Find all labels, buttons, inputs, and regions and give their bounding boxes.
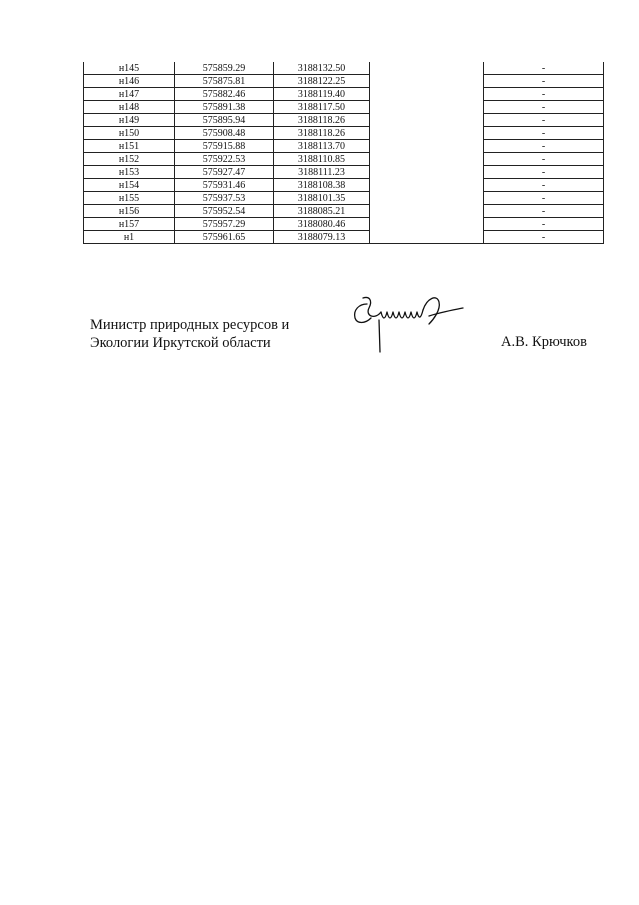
x-coordinate-cell: 575895.94	[175, 114, 274, 127]
y-coordinate-cell: 3188101.35	[274, 192, 370, 205]
y-coordinate-cell: 3188118.26	[274, 127, 370, 140]
x-coordinate-cell: 575961.65	[175, 231, 274, 244]
empty-cell	[370, 114, 484, 127]
coordinates-table-body	[84, 62, 604, 244]
point-cell: н157	[84, 218, 175, 231]
note-cell: -	[484, 62, 604, 75]
point-cell: н156	[84, 205, 175, 218]
empty-cell	[370, 153, 484, 166]
point-cell: н1	[84, 231, 175, 244]
table-row	[84, 62, 604, 75]
empty-cell	[370, 166, 484, 179]
table-row	[84, 166, 604, 179]
note-cell: -	[484, 101, 604, 114]
empty-cell	[370, 88, 484, 101]
table-row	[84, 218, 604, 231]
point-cell: н152	[84, 153, 175, 166]
note-cell: -	[484, 153, 604, 166]
note-cell: -	[484, 114, 604, 127]
x-coordinate-cell: 575882.46	[175, 88, 274, 101]
empty-cell	[370, 231, 484, 244]
note-cell: -	[484, 75, 604, 88]
signatory-name: А.В. Крючков	[501, 334, 587, 350]
x-coordinate-cell: 575915.88	[175, 140, 274, 153]
table-row	[84, 101, 604, 114]
empty-cell	[370, 127, 484, 140]
table-row	[84, 140, 604, 153]
table-row	[84, 88, 604, 101]
y-coordinate-cell: 3188122.25	[274, 75, 370, 88]
note-cell: -	[484, 140, 604, 153]
y-coordinate-cell: 3188117.50	[274, 101, 370, 114]
point-cell: н155	[84, 192, 175, 205]
y-coordinate-cell: 3188080.46	[274, 218, 370, 231]
x-coordinate-cell: 575891.38	[175, 101, 274, 114]
signatory-position-line2: Экологии Иркутской области	[90, 335, 271, 351]
empty-cell	[370, 140, 484, 153]
table-row	[84, 127, 604, 140]
note-cell: -	[484, 179, 604, 192]
y-coordinate-cell: 3188113.70	[274, 140, 370, 153]
x-coordinate-cell: 575908.48	[175, 127, 274, 140]
empty-cell	[370, 192, 484, 205]
point-cell: н147	[84, 88, 175, 101]
empty-cell	[370, 205, 484, 218]
note-cell: -	[484, 205, 604, 218]
empty-cell	[370, 179, 484, 192]
point-cell: н148	[84, 101, 175, 114]
note-cell: -	[484, 231, 604, 244]
empty-cell	[370, 101, 484, 114]
x-coordinate-cell: 575957.29	[175, 218, 274, 231]
y-coordinate-cell: 3188132.50	[274, 62, 370, 75]
signatory-position-line1: Министр природных ресурсов и	[90, 317, 290, 333]
coordinates-table	[83, 62, 604, 244]
y-coordinate-cell: 3188079.13	[274, 231, 370, 244]
table-row	[84, 192, 604, 205]
x-coordinate-cell: 575875.81	[175, 75, 274, 88]
point-cell: н150	[84, 127, 175, 140]
empty-cell	[370, 62, 484, 75]
note-cell: -	[484, 192, 604, 205]
handwritten-signature	[345, 290, 465, 356]
y-coordinate-cell: 3188118.26	[274, 114, 370, 127]
note-cell: -	[484, 218, 604, 231]
y-coordinate-cell: 3188085.21	[274, 205, 370, 218]
x-coordinate-cell: 575927.47	[175, 166, 274, 179]
note-cell: -	[484, 88, 604, 101]
x-coordinate-cell: 575937.53	[175, 192, 274, 205]
point-cell: н146	[84, 75, 175, 88]
y-coordinate-cell: 3188111.23	[274, 166, 370, 179]
y-coordinate-cell: 3188110.85	[274, 153, 370, 166]
point-cell: н153	[84, 166, 175, 179]
empty-cell	[370, 218, 484, 231]
x-coordinate-cell: 575952.54	[175, 205, 274, 218]
point-cell: н145	[84, 62, 175, 75]
y-coordinate-cell: 3188119.40	[274, 88, 370, 101]
signatory-position	[90, 316, 289, 352]
x-coordinate-cell: 575859.29	[175, 62, 274, 75]
table-row	[84, 205, 604, 218]
point-cell: н151	[84, 140, 175, 153]
note-cell: -	[484, 127, 604, 140]
table-row	[84, 231, 604, 244]
x-coordinate-cell: 575931.46	[175, 179, 274, 192]
note-cell: -	[484, 166, 604, 179]
x-coordinate-cell: 575922.53	[175, 153, 274, 166]
table-row	[84, 153, 604, 166]
table-row	[84, 114, 604, 127]
point-cell: н149	[84, 114, 175, 127]
table-row	[84, 75, 604, 88]
empty-cell	[370, 75, 484, 88]
y-coordinate-cell: 3188108.38	[274, 179, 370, 192]
table-row	[84, 179, 604, 192]
point-cell: н154	[84, 179, 175, 192]
